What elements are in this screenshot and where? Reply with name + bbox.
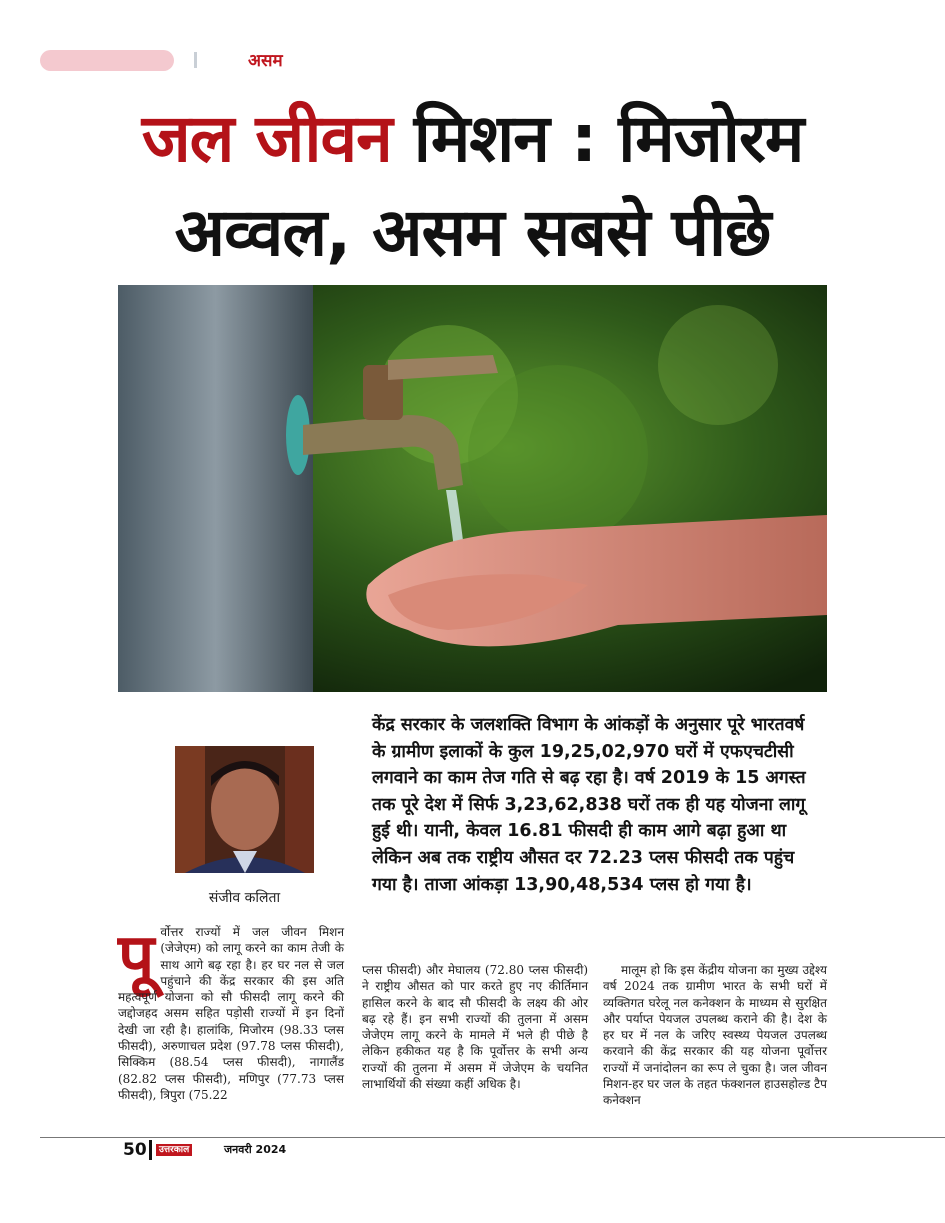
headline-highlight: जल जीवन	[141, 100, 392, 177]
body-column-2	[362, 962, 588, 1092]
headline-line2: अव्वल, असम सबसे पीछे	[174, 194, 771, 271]
pull-quote: केंद्र सरकार के जलशक्ति विभाग के आंकड़ों के अनुसार पूरे भारतवर्ष के ग्रामीण इलाकों के कुल 19,25,02,970 घरों में एफएचटीसी लगवाने का काम तेज गति से बढ़ रहा है। वर्ष 2019 के 15 अगस्त तक पूरे देश में सिर्फ 3,23,62,838 घरों तक ही यह योजना लागू हुई थी। यानी, केवल 16.81 फीसदी ही काम आगे बढ़ा हुआ था लेकिन अब तक राष्ट्रीय औसत दर 72.23 प्लस फीसदी तक पहुंच गया है। ताजा आंकड़ा 13,90,48,534 प्लस हो गया है।	[372, 715, 806, 895]
author-name: संजीव कलिता	[208, 890, 281, 906]
footer-divider	[149, 1140, 152, 1160]
headline	[60, 92, 885, 280]
body-column-1-text: र्वोत्तर राज्यों में जल जीवन मिशन (जेजेएम) को लागू करने का काम तेजी के साथ आगे बढ़ रहा है। हर घर नल से जल पहुंचाने की केंद्र सरकार की इस अति महत्वपूर्ण योजना को सौ फीसदी लागू करने की जद्दोजहद असम सहित पड़ोसी राज्यों में इन दिनों देखी जा रही है। हालांकि, मिजोरम (98.33 प्लस फीसदी), अरुणाचल प्रदेश (97.78 प्लस फीसदी), सिक्किम (88.54 प्लस फीसदी), नागालैंड (82.82 प्लस फीसदी), मणिपुर (77.73 प्लस फीसदी), त्रिपुरा (75.22	[118, 925, 344, 1102]
page-number: 50	[123, 1140, 147, 1160]
headline-line1-rest: मिशन : मिजोरम	[391, 100, 804, 177]
hero-photo-tap-water	[118, 285, 827, 692]
issue-date: जनवरी 2024	[224, 1143, 287, 1156]
author-photo	[175, 746, 314, 873]
section-label: असम	[248, 51, 283, 71]
section-separator	[194, 52, 197, 68]
publication-logo: उत्तरकाल	[156, 1144, 192, 1156]
body-column-3-text: मालूम हो कि इस केंद्रीय योजना का मुख्य उद्देश्य वर्ष 2024 तक ग्रामीण भारत के सभी घरों में व्यक्तिगत घरेलू नल कनेक्शन के माध्यम से सुरक्षित और पर्याप्त पेयजल उपलब्ध कराने की है। देश के हर घर में नल के जरिए स्वस्थ्य पेयजल उपलब्ध करवाने की केंद्र सरकार की यह योजना पूर्वोत्तर राज्यों में जनांदोलन का रूप ले चुका है। जल जीवन मिशन-हर घर जल के तहत फंक्शनल हाउसहोल्ड टैप कनेक्शन	[603, 963, 827, 1108]
drop-cap: पू	[118, 921, 155, 995]
body-column-2-text: प्लस फीसदी) और मेघालय (72.80 प्लस फीसदी) ने राष्ट्रीय औसत को पार करते हुए नए कीर्तिमान हासिल करने के बाद सौ फीसदी के लक्ष्य की ओर बढ़ रहे हैं। इन सभी राज्यों की तुलना में असम जेजेएम लागू करने के मामले में भले ही पीछे है लेकिन हकीकत यह है कि पूर्वोत्तर के सभी अन्य राज्यों की तुलना में असम में जेजेएम के चयनित लाभार्थियों की संख्या कहीं अधिक है।	[362, 963, 588, 1092]
section-pill	[40, 50, 174, 71]
body-column-3	[603, 962, 827, 1109]
body-column-1	[118, 921, 344, 1103]
footer-rule	[40, 1137, 945, 1138]
